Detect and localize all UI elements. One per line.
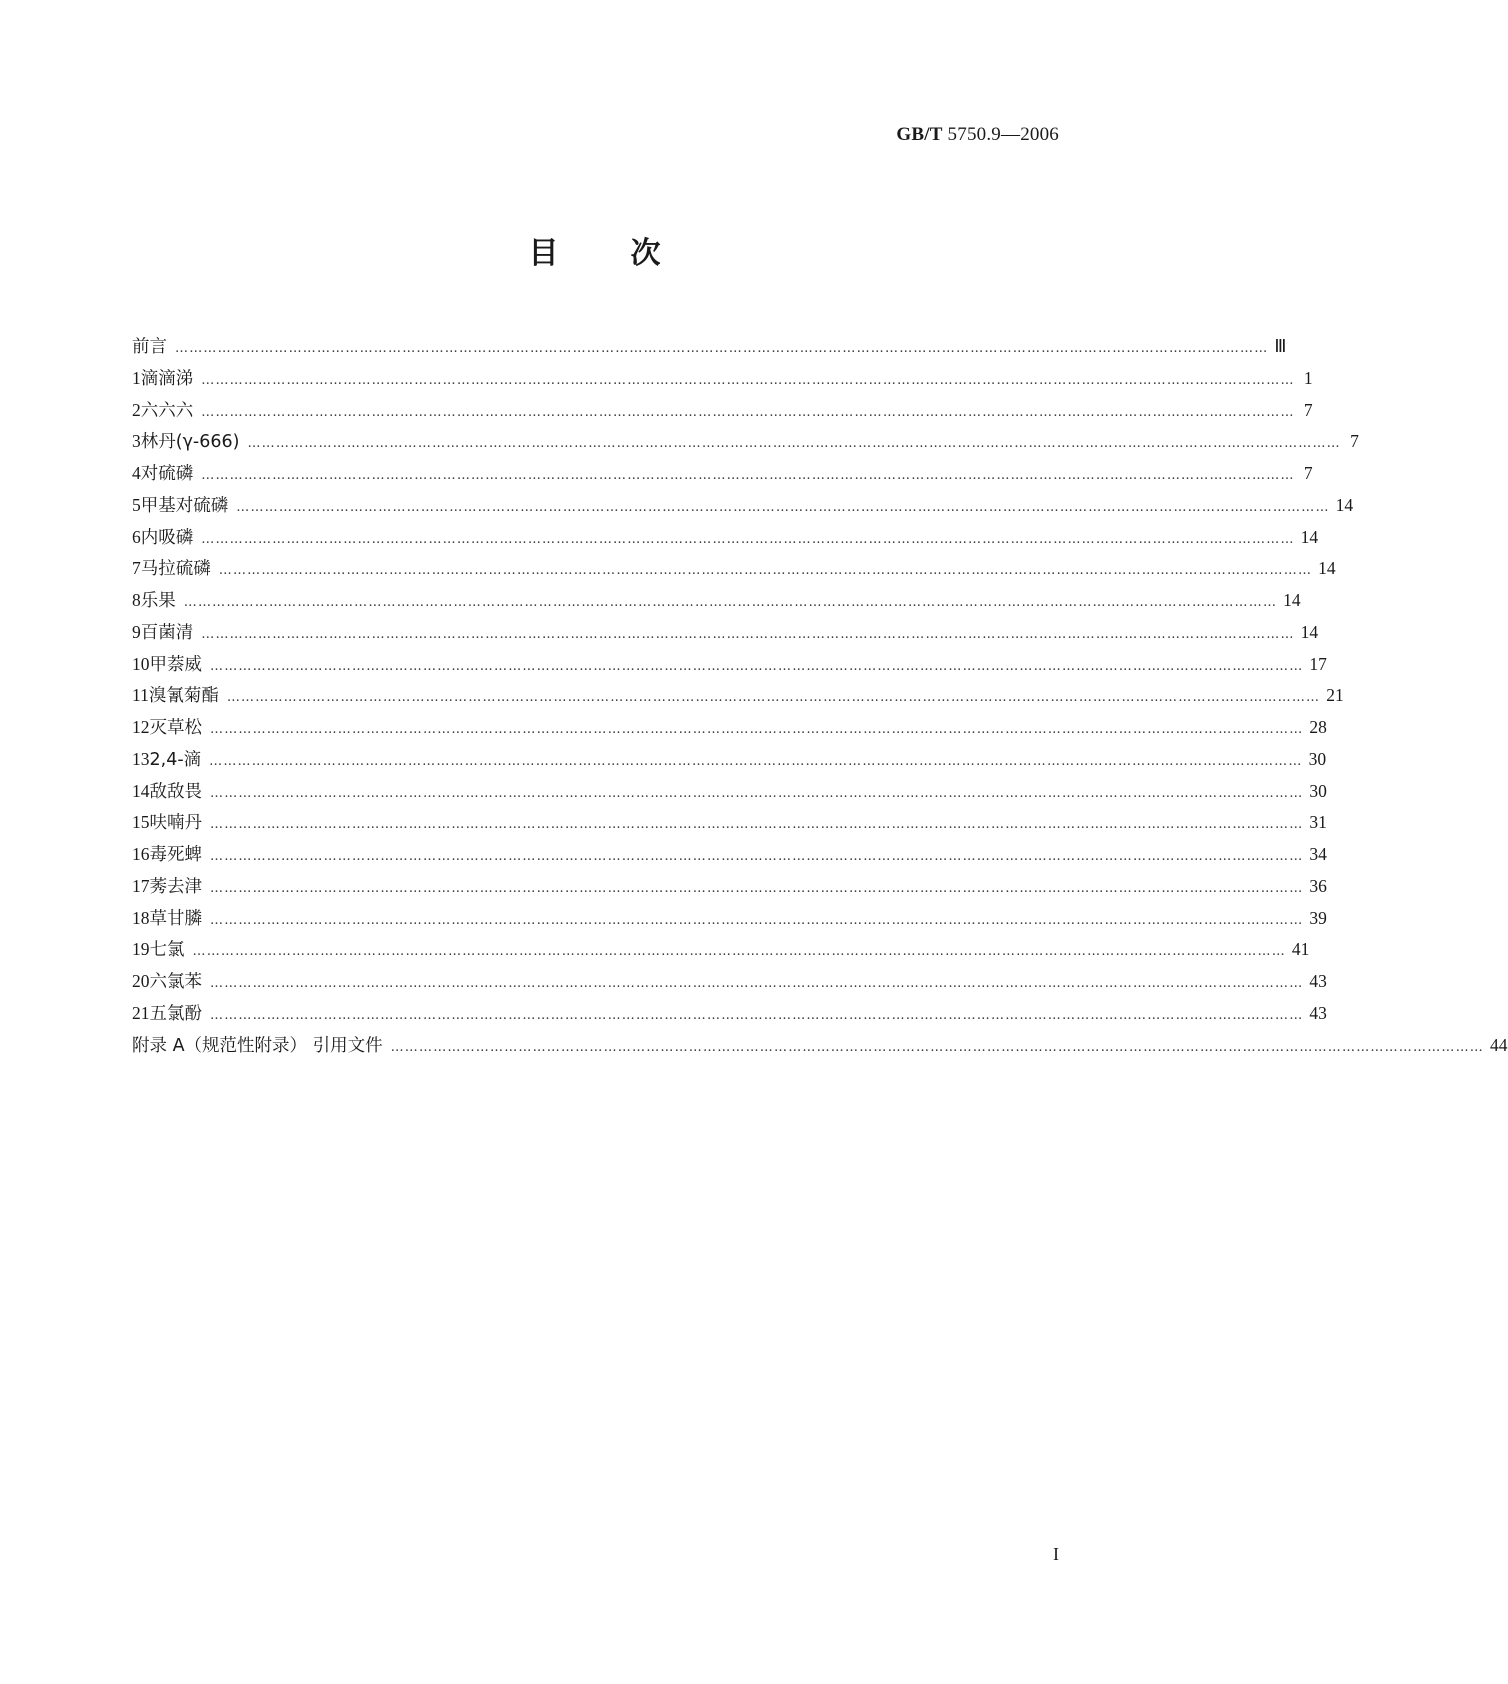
standard-number: 5750.9—2006 <box>947 124 1059 145</box>
toc-entry-number: 4 <box>132 463 141 483</box>
toc-entry-page: 7 <box>1303 399 1313 420</box>
toc-leader-dots: …………………………………………………………………………………………………………………………………………………………………………………………………………… <box>192 944 1286 960</box>
toc-entry-page: 14 <box>1300 526 1319 547</box>
toc-entry[interactable] <box>132 966 1327 998</box>
toc-leader-dots: …………………………………………………………………………………………………………………………………………………………………………………………………………… <box>210 849 1304 864</box>
toc-entry-number: 21 <box>132 1002 150 1023</box>
toc-leader-dots: …………………………………………………………………………………………………………………………………………………………………………………………………………… <box>210 880 1304 896</box>
toc-entry[interactable] <box>132 998 1327 1030</box>
toc-entry-page: 14 <box>1300 621 1319 642</box>
toc-entry-label: 前言 <box>132 337 167 357</box>
toc-entry-page: 14 <box>1318 558 1336 579</box>
toc-entry-number: 18 <box>132 907 150 928</box>
toc-leader-dots: …………………………………………………………………………………………………………………………………………………………………………………………………………… <box>226 690 1321 706</box>
toc-leader-dots: …………………………………………………………………………………………………………………………………………………………………………………………………………… <box>236 499 1330 515</box>
toc-entry-number: 9 <box>132 621 141 642</box>
title-char-2: 次 <box>630 236 663 271</box>
toc-entry-number: 12 <box>132 717 150 737</box>
toc-leader-dots: …………………………………………………………………………………………………………………………………………………………………………………………………………… <box>210 722 1304 737</box>
toc-entry-label: 灭草松 <box>149 718 202 738</box>
toc-entry-page: 28 <box>1309 717 1327 737</box>
toc-entry-page: 17 <box>1309 653 1327 674</box>
toc-entry-page: 39 <box>1309 907 1327 928</box>
toc-entry-page: 34 <box>1309 844 1327 864</box>
toc-entry-label: 马拉硫磷 <box>140 559 211 580</box>
toc-entry-label: 草甘膦 <box>149 908 202 929</box>
toc-leader-dots: …………………………………………………………………………………………………………………………………………………………………………………………………………… <box>210 658 1304 674</box>
toc-leader-dots: …………………………………………………………………………………………………………………………………………………………………………………………………………… <box>210 976 1304 991</box>
toc-entry[interactable] <box>132 585 1301 617</box>
toc-entry-number: 16 <box>132 844 150 864</box>
toc-leader-dots: …………………………………………………………………………………………………………………………………………………………………………………………………………… <box>218 563 1313 579</box>
toc-entry-label: 对硫磷 <box>140 464 194 484</box>
toc-entry-label: 溴氰菊酯 <box>148 686 219 707</box>
toc-entry[interactable] <box>132 776 1327 808</box>
toc-entry-page: 30 <box>1308 748 1327 769</box>
toc-entry-page: 14 <box>1335 494 1354 515</box>
toc-entry-page: 7 <box>1350 431 1359 452</box>
toc-entry[interactable] <box>132 744 1327 776</box>
toc-entry-label: 莠去津 <box>149 876 202 897</box>
toc-leader-dots: …………………………………………………………………………………………………………………………………………………………………………………………………………… <box>210 1007 1304 1023</box>
toc-entry-label: 敌敌畏 <box>149 781 202 802</box>
toc-entry-label: 林丹(γ-666) <box>140 432 240 453</box>
toc-entry[interactable] <box>132 934 1310 966</box>
toc-entry-page: 7 <box>1303 463 1313 483</box>
toc-entry-page: 31 <box>1309 812 1327 833</box>
toc-entry-label: 百菌清 <box>140 622 194 643</box>
toc-entry-number: 20 <box>132 971 150 991</box>
toc-entry-page: 21 <box>1326 685 1344 706</box>
toc-entry-number: 3 <box>132 431 141 452</box>
title-char-1: 目 <box>528 236 561 271</box>
toc-entry-number: 1 <box>132 367 141 388</box>
toc-entry-label: 内吸磷 <box>140 527 194 548</box>
toc-entry-page: 43 <box>1309 1002 1327 1023</box>
toc-entry[interactable] <box>132 712 1327 744</box>
toc-leader-dots: …………………………………………………………………………………………………………………………………………………………………………………………………………… <box>175 341 1269 356</box>
toc-entry[interactable] <box>132 331 1287 363</box>
toc-entry[interactable] <box>132 903 1327 935</box>
toc-entry[interactable] <box>132 458 1313 490</box>
toc-leader-dots: …………………………………………………………………………………………………………………………………………………………………………………………………………… <box>201 626 1295 642</box>
toc-entry[interactable] <box>132 490 1354 522</box>
toc-entry[interactable] <box>132 363 1313 395</box>
toc-entry[interactable] <box>132 395 1313 427</box>
toc-leader-dots: …………………………………………………………………………………………………………………………………………………………………………………………………………… <box>201 468 1295 483</box>
toc-entry-number: 11 <box>132 685 149 706</box>
toc-leader-dots: …………………………………………………………………………………………………………………………………………………………………………………………………………… <box>210 912 1304 928</box>
toc-entry-number: 2 <box>132 399 141 420</box>
toc-entry-label: 乐果 <box>140 591 176 611</box>
toc-entry[interactable] <box>132 649 1327 681</box>
toc-entry-label: 滴滴涕 <box>140 368 194 389</box>
toc-leader-dots: …………………………………………………………………………………………………………………………………………………………………………………………………………… <box>390 1039 1485 1055</box>
toc-leader-dots: …………………………………………………………………………………………………………………………………………………………………………………………………………… <box>209 753 1303 769</box>
toc-entry-number: 7 <box>132 558 141 579</box>
toc-leader-dots: …………………………………………………………………………………………………………………………………………………………………………………………………………… <box>201 531 1295 547</box>
toc-entry-page: Ⅲ <box>1274 336 1287 356</box>
toc-entry-label: 2,4-滴 <box>149 749 202 770</box>
page-number: I <box>1053 1544 1059 1564</box>
toc-entry[interactable] <box>132 617 1319 649</box>
toc-entry[interactable] <box>132 1030 1508 1062</box>
toc-entry-page: 41 <box>1291 939 1310 960</box>
toc-entry-page: 43 <box>1309 971 1327 991</box>
toc-entry[interactable] <box>132 426 1359 458</box>
toc-entry[interactable] <box>132 553 1336 585</box>
table-of-contents <box>132 331 1508 1061</box>
toc-entry-number: 5 <box>132 494 141 515</box>
toc-entry-number: 6 <box>132 526 141 547</box>
toc-entry-page: 30 <box>1309 780 1327 801</box>
toc-entry-number: 15 <box>132 812 150 833</box>
standard-code <box>896 124 1059 146</box>
toc-entry-label: 毒死蜱 <box>149 845 202 865</box>
toc-entry-page: 36 <box>1309 875 1327 896</box>
toc-entry-label: 呋喃丹 <box>149 813 202 834</box>
toc-entry-number: 10 <box>132 653 150 674</box>
toc-entry-page: 44 <box>1490 1034 1508 1055</box>
toc-entry[interactable] <box>132 807 1327 839</box>
toc-entry-label: 甲基对硫磷 <box>140 495 229 516</box>
toc-entry-number: 17 <box>132 875 150 896</box>
page-title <box>0 228 1191 272</box>
toc-entry[interactable] <box>132 522 1319 554</box>
toc-entry-label: 五氯酚 <box>149 1003 202 1024</box>
toc-leader-dots: …………………………………………………………………………………………………………………………………………………………………………………………………………… <box>201 404 1295 420</box>
toc-entry-label: 六六六 <box>140 400 194 421</box>
toc-entry-number: 14 <box>132 780 150 801</box>
toc-entry-label: 六氯苯 <box>149 972 202 992</box>
toc-entry[interactable] <box>132 680 1344 712</box>
toc-entry-number: 13 <box>132 748 150 769</box>
toc-entry[interactable] <box>132 871 1327 903</box>
toc-entry-label: 附录 A（规范性附录） 引用文件 <box>132 1035 383 1056</box>
toc-entry-page: 1 <box>1303 367 1313 388</box>
toc-entry-number: 8 <box>132 590 141 610</box>
toc-entry-label: 七氯 <box>149 940 185 961</box>
toc-leader-dots: …………………………………………………………………………………………………………………………………………………………………………………………………………… <box>210 817 1304 833</box>
toc-leader-dots: …………………………………………………………………………………………………………………………………………………………………………………………………………… <box>201 372 1295 388</box>
toc-entry-label: 甲萘威 <box>149 654 202 675</box>
toc-leader-dots: …………………………………………………………………………………………………………………………………………………………………………………………………………… <box>210 785 1304 801</box>
toc-entry-page: 14 <box>1283 590 1301 610</box>
toc-leader-dots: …………………………………………………………………………………………………………………………………………………………………………………………………………… <box>183 595 1278 610</box>
standard-prefix: GB/T <box>896 124 943 145</box>
toc-leader-dots: …………………………………………………………………………………………………………………………………………………………………………………………………………… <box>247 436 1341 452</box>
toc-entry-number: 19 <box>132 939 150 960</box>
toc-entry[interactable] <box>132 839 1327 871</box>
